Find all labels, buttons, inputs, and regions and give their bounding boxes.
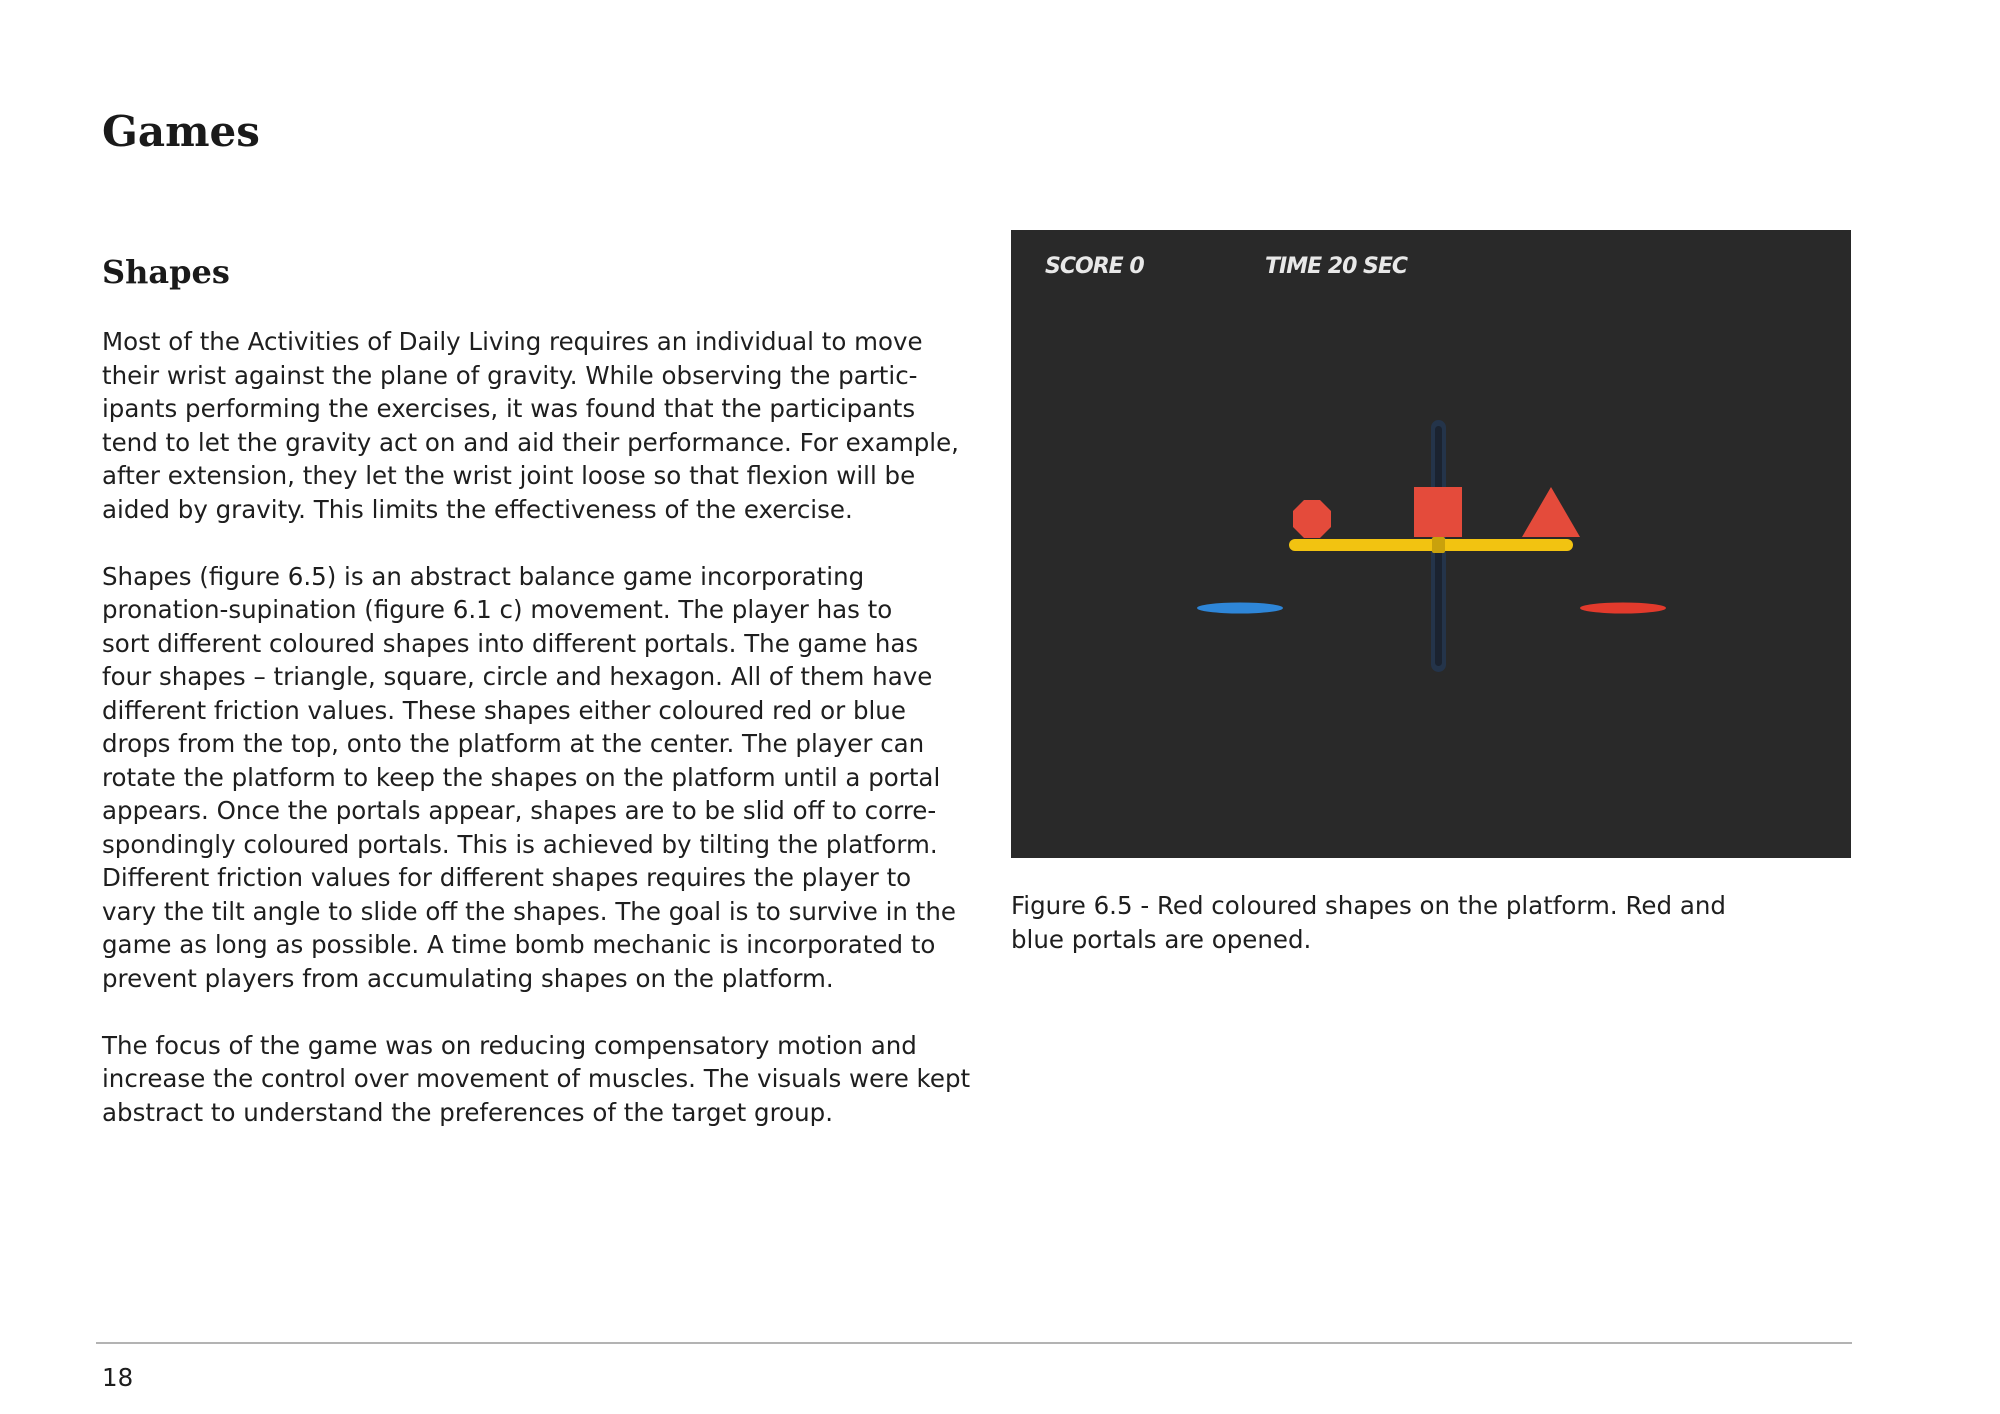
time-readout: TIME 20 SEC [1265, 254, 1408, 279]
red-portal [1580, 603, 1666, 614]
text-line: aided by gravity. This limits the effectiveness of the exercise. [102, 494, 853, 524]
figure-caption [1011, 889, 1771, 956]
text-line: their wrist against the plane of gravity. While observing the partic- [102, 360, 918, 390]
text-line: prevent players from accumulating shapes on the platform. [102, 963, 834, 993]
text-line: after extension, they let the wrist joint loose so that flexion will be [102, 461, 916, 490]
score-readout: SCORE 0 [1045, 254, 1144, 279]
text-line: sort different coloured shapes into different portals. The game has [102, 628, 919, 658]
caption-line: blue portals are opened. [1011, 924, 1312, 954]
text-line: Shapes (figure 6.5) is an abstract balance game incorporating [102, 561, 865, 591]
square-shape [1414, 487, 1462, 537]
section-title: Shapes [102, 253, 230, 291]
text-line: game as long as possible. A time bomb mechanic is incorporated to [102, 930, 936, 959]
text-line: pronation-supination (figure 6.1 c) movement. The player has to [102, 595, 893, 624]
text-line: abstract to understand the preferences of the target group. [102, 1097, 833, 1127]
game-screenshot [1011, 230, 1851, 858]
platform [1289, 539, 1573, 551]
page-number: 18 [102, 1363, 134, 1392]
triangle-shape [1522, 487, 1580, 537]
text-line: four shapes – triangle, square, circle and hexagon. All of them have [102, 662, 933, 691]
text-line: vary the tilt angle to slide off the shapes. The goal is to survive in the [102, 896, 956, 926]
hexagon-shape [1293, 500, 1331, 538]
text-line: drops from the top, onto the platform at the center. The player can [102, 729, 925, 758]
text-line: Most of the Activities of Daily Living requires an individual to move [102, 327, 923, 356]
text-line: rotate the platform to keep the shapes on the platform until a portal [102, 762, 941, 792]
game-scene [1011, 230, 1851, 858]
text-line: appears. Once the portals appear, shapes are to be slid off to corre- [102, 796, 937, 825]
paragraph-1 [102, 325, 962, 526]
text-line: increase the control over movement of muscles. The visuals were kept [102, 1064, 971, 1093]
text-line: spondingly coloured portals. This is achieved by tilting the platform. [102, 829, 938, 859]
text-line: ipants performing the exercises, it was found that the participants [102, 394, 916, 423]
text-line: tend to let the gravity act on and aid their performance. For example, [102, 427, 959, 457]
text-line: Different friction values for different shapes requires the player to [102, 863, 912, 892]
text-line: The focus of the game was on reducing compensatory motion and [102, 1030, 917, 1060]
page-title: Games [102, 107, 260, 156]
platform-pivot [1432, 537, 1445, 553]
footer-divider [96, 1342, 1852, 1344]
body-text [102, 325, 971, 1129]
blue-portal [1197, 603, 1283, 614]
caption-line: Figure 6.5 - Red coloured shapes on the platform. Red and [1011, 891, 1726, 920]
paragraph-3 [102, 1029, 971, 1130]
text-line: different friction values. These shapes either coloured red or blue [102, 695, 906, 725]
paragraph-2 [102, 560, 962, 996]
